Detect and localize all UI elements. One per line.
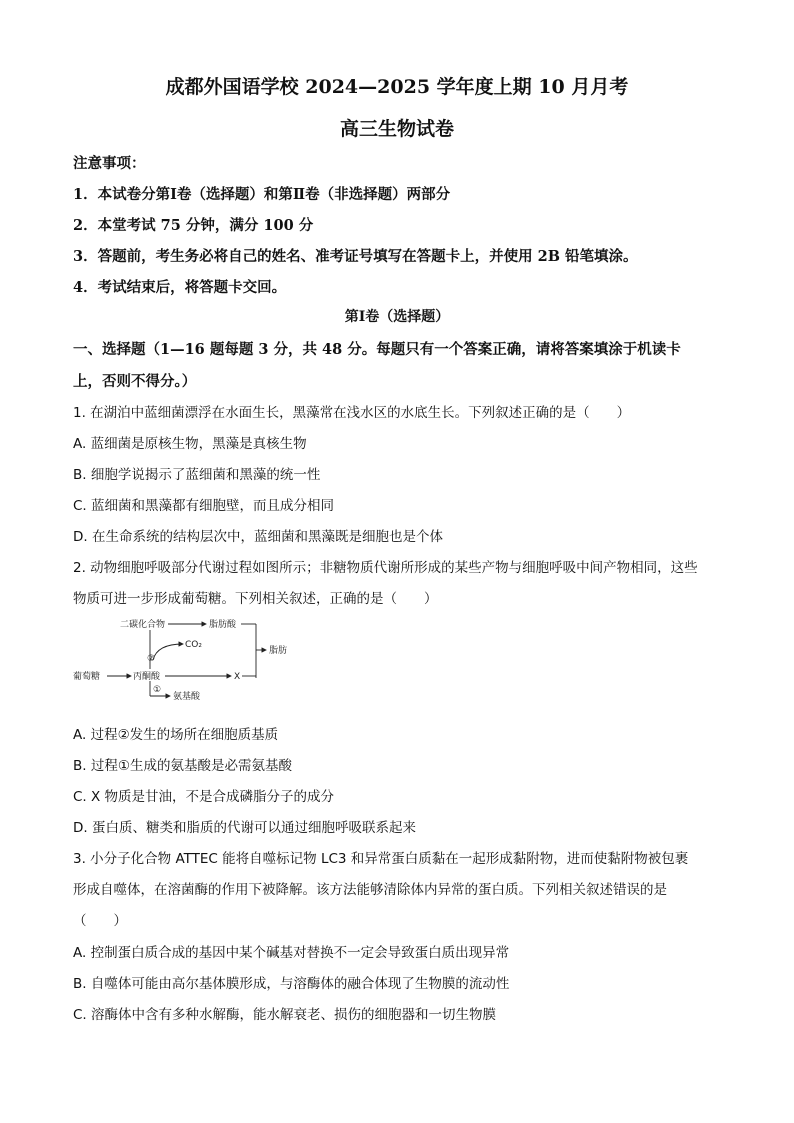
exam-subtitle: 高三生物试卷 (339, 118, 454, 140)
question-1-stem: 1. 在湖泊中蓝细菌漂浮在水面生长，黑藻常在浅水区的水底生长。下列叙述正确的是（ ） (73, 405, 631, 421)
section-instruction: 一、选择题（1—16 题每题 3 分，共 48 分。每题只有一个答案正确，请将答案填涂于机读卡 (73, 341, 681, 358)
label-fatty-acid: 脂肪酸 (209, 620, 237, 630)
notice-item: 3．答题前，考生务必将自己的姓名、准考证号填写在答题卡上，并使用 2B 铅笔填涂。 (73, 248, 638, 265)
label-step-2: ② (147, 654, 156, 664)
notice-item: 4．考试结束后，将答题卡交回。 (73, 279, 287, 296)
question-3-option-a: A. 控制蛋白质合成的基因中某个碱基对替换不一定会导致蛋白质出现异常 (73, 945, 510, 961)
label-x: X (234, 672, 241, 682)
section-instruction-cont: 上，否则不得分。） (73, 373, 197, 390)
question-1-option-a: A. 蓝细菌是原核生物，黑藻是真核生物 (73, 436, 307, 452)
question-1-option-b: B. 细胞学说揭示了蓝细菌和黑藻的统一性 (73, 467, 321, 483)
question-3-option-b: B. 自噬体可能由高尔基体膜形成，与溶酶体的融合体现了生物膜的流动性 (73, 976, 510, 992)
notice-heading: 注意事项： (73, 155, 146, 172)
question-2-option-a: A. 过程②发生的场所在细胞质基质 (73, 727, 279, 743)
notice-item: 2．本堂考试 75 分钟，满分 100 分 (73, 217, 314, 234)
question-2-option-d: D. 蛋白质、糖类和脂质的代谢可以通过细胞呼吸联系起来 (73, 820, 416, 836)
question-3-stem: 3. 小分子化合物 ATTEC 能将自噬标记物 LC3 和异常蛋白质黏在一起形成黏附物，进而使黏附物被包裹 (73, 851, 689, 867)
question-2-stem-cont: 物质可进一步形成葡萄糖。下列相关叙述，正确的是（ ） (73, 591, 438, 607)
label-co2: CO₂ (185, 640, 202, 650)
label-amino-acid: 氨基酸 (173, 692, 201, 702)
question-3-stem-cont-2: （ ） (73, 913, 127, 929)
metabolism-diagram (73, 614, 293, 710)
question-3-stem-cont: 形成自噬体，在溶菌酶的作用下被降解。该方法能够清除体内异常的蛋白质。下列相关叙述错误的是 (73, 882, 667, 898)
section-title: 第Ⅰ卷（选择题） (344, 309, 450, 325)
question-3-option-c: C. 溶酶体中含有多种水解酶，能水解衰老、损伤的细胞器和一切生物膜 (73, 1007, 497, 1023)
question-2-stem: 2. 动物细胞呼吸部分代谢过程如图所示；非糖物质代谢所形成的某些产物与细胞呼吸中间产物相同，这些 (73, 560, 698, 576)
label-step-1: ① (153, 685, 162, 695)
exam-title: 成都外国语学校 2024—2025 学年度上期 10 月月考 (165, 76, 629, 98)
question-2-option-b: B. 过程①生成的氨基酸是必需氨基酸 (73, 758, 292, 774)
label-fat: 脂肪 (269, 646, 288, 656)
label-co2-compound: 二碳化合物 (120, 620, 166, 630)
question-1-option-c: C. 蓝细菌和黑藻都有细胞壁，而且成分相同 (73, 498, 335, 514)
label-glucose: 葡萄糖 (73, 672, 101, 682)
question-1-option-d: D. 在生命系统的结构层次中，蓝细菌和黑藻既是细胞也是个体 (73, 529, 443, 545)
label-pyruvate: 丙酮酸 (133, 672, 161, 682)
notice-item: 1．本试卷分第Ⅰ卷（选择题）和第Ⅱ卷（非选择题）两部分 (73, 186, 451, 203)
arrow-to-co2 (153, 644, 183, 660)
question-2-option-c: C. X 物质是甘油，不是合成磷脂分子的成分 (73, 789, 335, 805)
